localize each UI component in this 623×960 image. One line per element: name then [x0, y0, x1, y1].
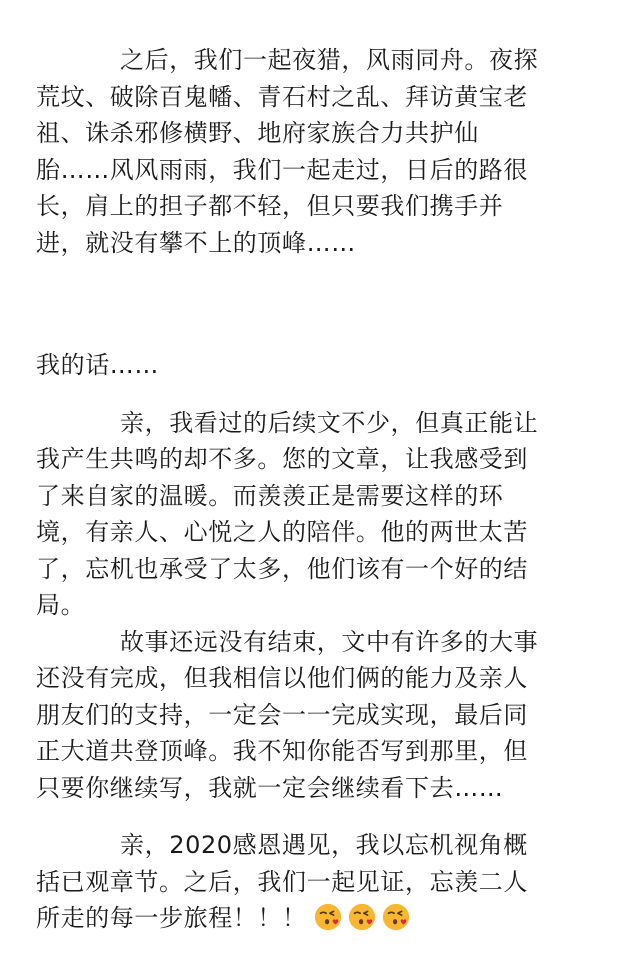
- text-line: 长，肩上的担子都不轻，但只要我们携手并: [36, 192, 504, 220]
- text-line: 朋友们的支持，一定会一一完成实现，最后同: [36, 700, 528, 729]
- paragraph-story-continues: [36, 624, 589, 807]
- text-line: 亲，2020感恩遇见，我以忘机视角概: [120, 831, 528, 859]
- text-line: 故事还远没有结束，文中有许多的大事: [120, 627, 539, 656]
- text-line: 了，忘机也承受了太多，他们该有一个好的结: [36, 554, 528, 583]
- paragraph-spacer: [36, 806, 589, 827]
- text-line: 进，就没有攀不上的顶峰……: [36, 228, 356, 257]
- text-line: 胎……风风雨雨，我们一起走过，日后的路很: [36, 155, 528, 184]
- text-line: 亲，我看过的后续文不少，但真正能让: [120, 408, 539, 437]
- text-line: 正大道共登顶峰。我不知你能否写到那里，但: [36, 737, 528, 765]
- emoji-group: [313, 902, 411, 932]
- text-line: 境，有亲人、心悦之人的陪伴。他的两世太苦: [36, 518, 528, 546]
- text-line: 括已观章节。之后，我们一起见证，忘羡二人: [36, 867, 528, 896]
- text-line: 所走的每一步旅程！！！: [36, 904, 307, 932]
- paragraph-resonance: [36, 405, 589, 624]
- paragraph-journey: [36, 42, 589, 261]
- text-line: 只要你继续写，我就一定会继续看下去……: [36, 773, 504, 802]
- text-line: 局。: [36, 591, 86, 619]
- text-line: 还没有完成，但我相信以他们俩的能力及亲人: [36, 664, 528, 692]
- kissing-face-icon: [347, 902, 377, 932]
- text-line-with-emoji: [36, 900, 589, 937]
- text-line: 了来自家的温暖。而羡羡正是需要这样的环: [36, 481, 504, 510]
- text-line: 荒坟、破除百鬼幡、青石村之乱、拜访黄宝老: [36, 82, 528, 111]
- text-line: 之后，我们一起夜猎，风雨同舟。夜探: [120, 46, 539, 74]
- paragraph-spacer: [36, 261, 589, 347]
- kissing-face-icon: [313, 902, 343, 932]
- section-heading-my-words: [36, 347, 589, 384]
- paragraph-2020-thanks: [36, 827, 589, 937]
- kissing-face-icon: [381, 902, 411, 932]
- text-line: 我的话……: [36, 351, 159, 379]
- paragraph-spacer: [36, 384, 589, 405]
- text-line: 祖、诛杀邪修横野、地府家族合力共护仙: [36, 119, 479, 147]
- text-line: 我产生共鸣的却不多。您的文章，让我感受到: [36, 445, 528, 473]
